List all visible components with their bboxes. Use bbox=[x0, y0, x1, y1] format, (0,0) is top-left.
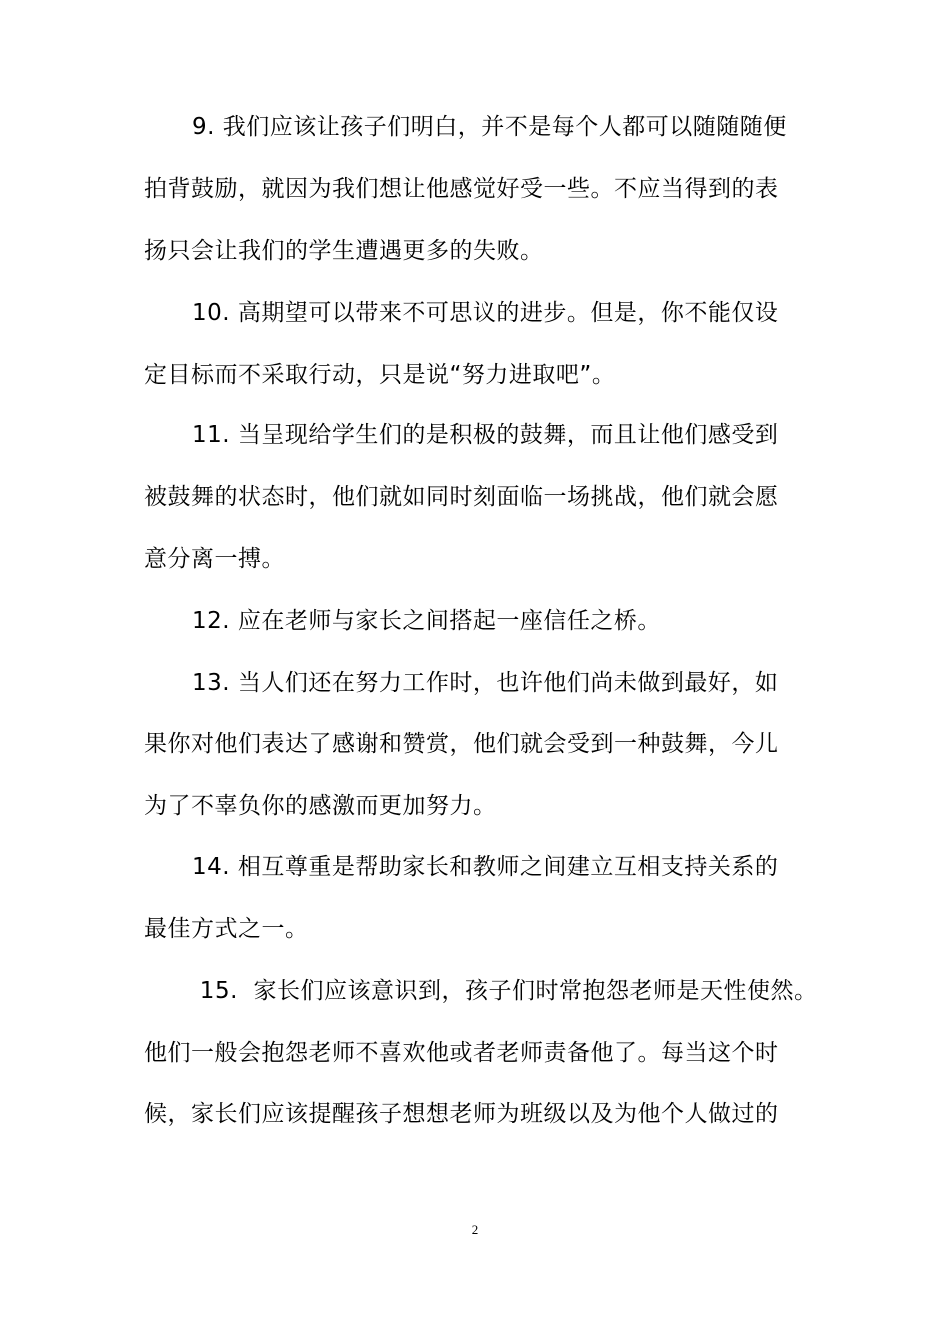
paragraph-15-line-3: 候，家长们应该提醒孩子想想老师为班级以及为他个人做过的 bbox=[144, 1101, 779, 1127]
paragraph-11-line-3: 意分离一搏。 bbox=[144, 546, 285, 572]
paragraph-15-line-1: 15. 家长们应该意识到，孩子们时常抱怨老师是天性使然。 bbox=[192, 978, 818, 1004]
paragraph-9-line-2: 拍背鼓励，就因为我们想让他感觉好受一些。不应当得到的表 bbox=[144, 176, 779, 202]
paragraph-10-line-2: 定目标而不采取行动，只是说“努力进取吧”。 bbox=[144, 362, 616, 388]
paragraph-9-line-1: 9. 我们应该让孩子们明白，并不是每个人都可以随随随便 bbox=[192, 114, 787, 140]
paragraph-11-line-1: 11. 当呈现给学生们的是积极的鼓舞，而且让他们感受到 bbox=[192, 422, 779, 448]
paragraph-13-line-3: 为了不辜负你的感激而更加努力。 bbox=[144, 793, 497, 819]
page-number: 2 bbox=[471, 1222, 479, 1237]
paragraph-12-line-1: 12. 应在老师与家长之间搭起一座信任之桥。 bbox=[192, 608, 661, 634]
paragraph-13-line-1: 13. 当人们还在努力工作时，也许他们尚未做到最好，如 bbox=[192, 670, 779, 696]
paragraph-10-line-1: 10. 高期望可以带来不可思议的进步。但是，你不能仅设 bbox=[192, 300, 779, 326]
paragraph-11-line-2: 被鼓舞的状态时，他们就如同时刻面临一场挑战，他们就会愿 bbox=[144, 484, 779, 510]
paragraph-13-line-2: 果你对他们表达了感谢和赞赏，他们就会受到一种鼓舞，今儿 bbox=[144, 731, 779, 757]
paragraph-14-line-1: 14. 相互尊重是帮助家长和教师之间建立互相支持关系的 bbox=[192, 854, 779, 880]
paragraph-15-line-2: 他们一般会抱怨老师不喜欢他或者老师责备他了。每当这个时 bbox=[144, 1040, 779, 1066]
paragraph-14-line-2: 最佳方式之一。 bbox=[144, 916, 309, 942]
paragraph-9-line-3: 扬只会让我们的学生遭遇更多的失败。 bbox=[144, 238, 544, 264]
